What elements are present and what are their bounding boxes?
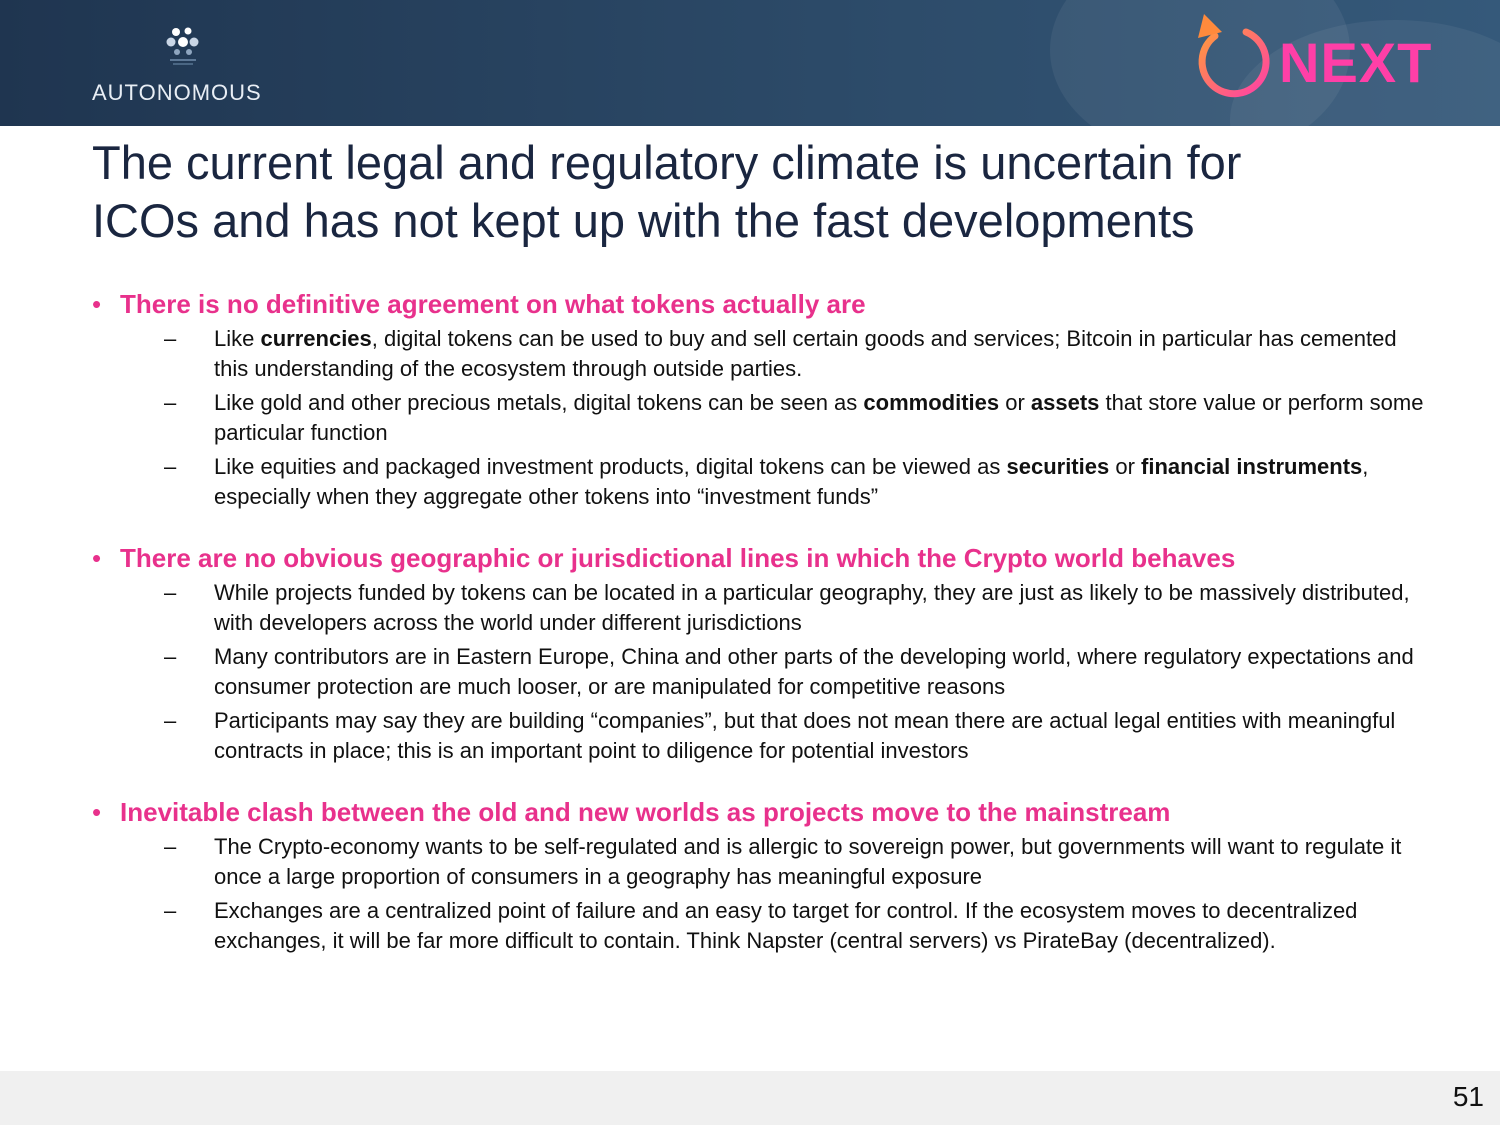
slide-footer [0,1071,1500,1125]
bullet-section [92,542,1432,766]
sub-bullet [92,642,1432,702]
sub-bullet [92,896,1432,956]
sub-bullet-text: While projects funded by tokens can be located in a particular geography, they are just as likely to be massively distributed, with developers across the world under different jurisdictions [214,580,1410,635]
bullet-heading-text: There is no definitive agreement on what tokens actually are [120,289,866,319]
sub-bullet-text: or [1109,454,1142,479]
bullet-dot-icon: • [92,543,102,573]
bullet-heading [92,796,1432,828]
sub-bullet-text: Participants may say they are building “companies”, but that does not mean there are actual legal entities with meaningful contracts in place; this is an important point to diligence for potential investors [214,708,1396,763]
sub-bullet-text: Like equities and packaged investment products, digital tokens can be viewed as [214,454,1007,479]
bullet-heading-text: There are no obvious geographic or jurisdictional lines in which the Crypto world behaves [120,543,1236,573]
bullet-dot-icon: • [92,797,102,827]
sub-bullet [92,578,1432,638]
sub-bullet-bold-text: assets [1030,390,1100,415]
sub-bullet-text: that store value or perform some particular function [214,390,1424,445]
autonomous-logo-text: AUTONOMOUS [92,80,262,105]
sub-bullet [92,706,1432,766]
slide-header [0,0,1500,126]
sub-bullet-text: Like [214,326,261,351]
dash-icon: – [164,326,177,351]
bullet-section [92,288,1432,512]
sub-bullet [92,452,1432,512]
sub-bullet [92,388,1432,448]
page-title-line: The current legal and regulatory climate is uncertain for [92,136,1242,189]
dash-icon: – [164,644,177,669]
sub-bullet-text: The Crypto-economy wants to be self-regulated and is allergic to sovereign power, but governments will want to regulate it once a large proportion of consumers in a geography has meaningful exposure [214,834,1402,889]
dash-icon: – [164,834,177,859]
sub-bullet-text: Exchanges are a centralized point of failure and an easy to target for control. If the ecosystem moves to decentralized exchanges, it will be far more difficult to contain. Think Napster (central servers) vs PirateBay (decentralized). [214,898,1358,953]
dash-icon: – [164,580,177,605]
next-logo [1182,10,1482,120]
bullet-dot-icon: • [92,289,102,319]
dash-icon: – [164,898,177,923]
sub-bullet-text: Many contributors are in Eastern Europe, China and other parts of the developing world, where regulatory expectations and consumer protection are much looser, or are manipulated for competitive reasons [214,644,1414,699]
sub-bullet-bold-text: currencies [260,326,372,351]
page-title [92,134,1412,250]
sub-bullet-text: , especially when they aggregate other tokens into “investment funds” [214,454,1369,509]
bullet-section [92,796,1432,956]
sub-bullet-bold-text: financial instruments [1141,454,1363,479]
next-logo-text: NEXT [1279,31,1433,94]
sub-bullet [92,832,1432,892]
sub-bullet-text: or [999,390,1031,415]
sub-bullet [92,324,1432,384]
bullet-heading [92,542,1432,574]
slide-body [92,288,1432,986]
next-refresh-arrow-icon [1182,10,1282,114]
sub-bullet-text: Like gold and other precious metals, digital tokens can be seen as [214,390,864,415]
dash-icon: – [164,708,177,733]
dash-icon: – [164,454,177,479]
sub-bullet-bold-text: securities [1006,454,1110,479]
autonomous-logo-icon [164,26,204,70]
sub-bullet-bold-text: commodities [863,390,1000,415]
dash-icon: – [164,390,177,415]
bullet-heading-text: Inevitable clash between the old and new worlds as projects move to the mainstream [120,797,1171,827]
page-number: 51 [1452,1081,1484,1112]
sub-bullet-text: , digital tokens can be used to buy and sell certain goods and services; Bitcoin in particular has cemented this understanding of the ecosystem through outside parties. [214,326,1397,381]
bullet-heading [92,288,1432,320]
autonomous-logo [92,26,292,106]
page-title-line: ICOs and has not kept up with the fast developments [92,194,1195,247]
